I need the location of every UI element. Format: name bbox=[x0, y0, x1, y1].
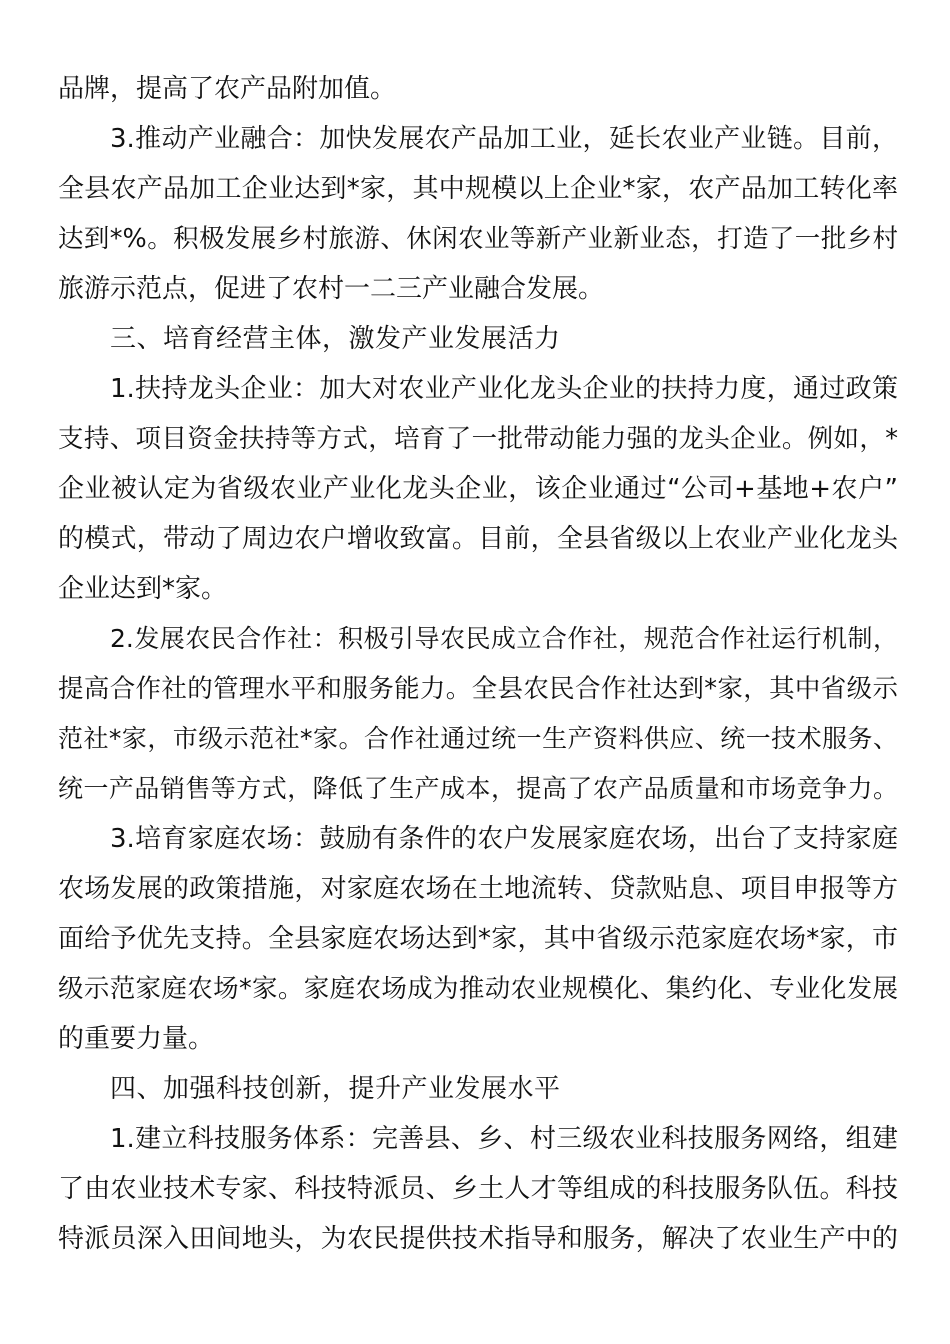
paragraph-line: 达到*%。积极发展乡村旅游、休闲农业等新产业新业态，打造了一批乡村 bbox=[58, 224, 898, 254]
paragraph-line: 品牌，提高了农产品附加值。 bbox=[58, 74, 397, 104]
paragraph-line: 2.发展农民合作社：积极引导农民成立合作社，规范合作社运行机制， bbox=[110, 624, 898, 653]
paragraph-line: 面给予优先支持。全县家庭农场达到*家，其中省级示范家庭农场*家，市 bbox=[58, 924, 898, 954]
paragraph-line: 统一产品销售等方式，降低了生产成本，提高了农产品质量和市场竞争力。 bbox=[58, 774, 898, 803]
paragraph-line: 1.扶持龙头企业：加大对农业产业化龙头企业的扶持力度，通过政策 bbox=[110, 374, 898, 404]
paragraph-line: 农场发展的政策措施，对家庭农场在土地流转、贷款贴息、项目申报等方 bbox=[58, 874, 898, 904]
paragraph-line: 3.推动产业融合：加快发展农产品加工业，延长农业产业链。目前， bbox=[110, 124, 898, 154]
paragraph-line: 特派员深入田间地头，为农民提供技术指导和服务，解决了农业生产中的 bbox=[58, 1224, 898, 1254]
paragraph-line: 企业被认定为省级农业产业化龙头企业，该企业通过“公司+基地+农户” bbox=[58, 474, 898, 504]
paragraph-line: 了由农业技术专家、科技特派员、乡土人才等组成的科技服务队伍。科技 bbox=[58, 1174, 898, 1204]
paragraph-line: 3.培育家庭农场：鼓励有条件的农户发展家庭农场，出台了支持家庭 bbox=[110, 824, 898, 854]
section-heading: 三、培育经营主体，激发产业发展活力 bbox=[110, 324, 561, 354]
paragraph-line: 级示范家庭农场*家。家庭农场成为推动农业规模化、集约化、专业化发展 bbox=[58, 974, 898, 1004]
paragraph-line: 企业达到*家。 bbox=[58, 574, 228, 604]
paragraph-line: 的重要力量。 bbox=[58, 1024, 215, 1054]
paragraph-line: 全县农产品加工企业达到*家，其中规模以上企业*家，农产品加工转化率 bbox=[58, 174, 898, 204]
paragraph-line: 的模式，带动了周边农户增收致富。目前，全县省级以上农业产业化龙头 bbox=[58, 524, 898, 554]
paragraph-line: 范社*家，市级示范社*家。合作社通过统一生产资料供应、统一技术服务、 bbox=[58, 724, 898, 753]
paragraph-line: 1.建立科技服务体系：完善县、乡、村三级农业科技服务网络，组建 bbox=[110, 1124, 898, 1154]
paragraph-line: 支持、项目资金扶持等方式，培育了一批带动能力强的龙头企业。例如，* bbox=[58, 424, 898, 454]
paragraph-line: 提高合作社的管理水平和服务能力。全县农民合作社达到*家，其中省级示 bbox=[58, 674, 898, 704]
paragraph-line: 旅游示范点，促进了农村一二三产业融合发展。 bbox=[58, 274, 605, 304]
section-heading: 四、加强科技创新，提升产业发展水平 bbox=[110, 1074, 561, 1104]
